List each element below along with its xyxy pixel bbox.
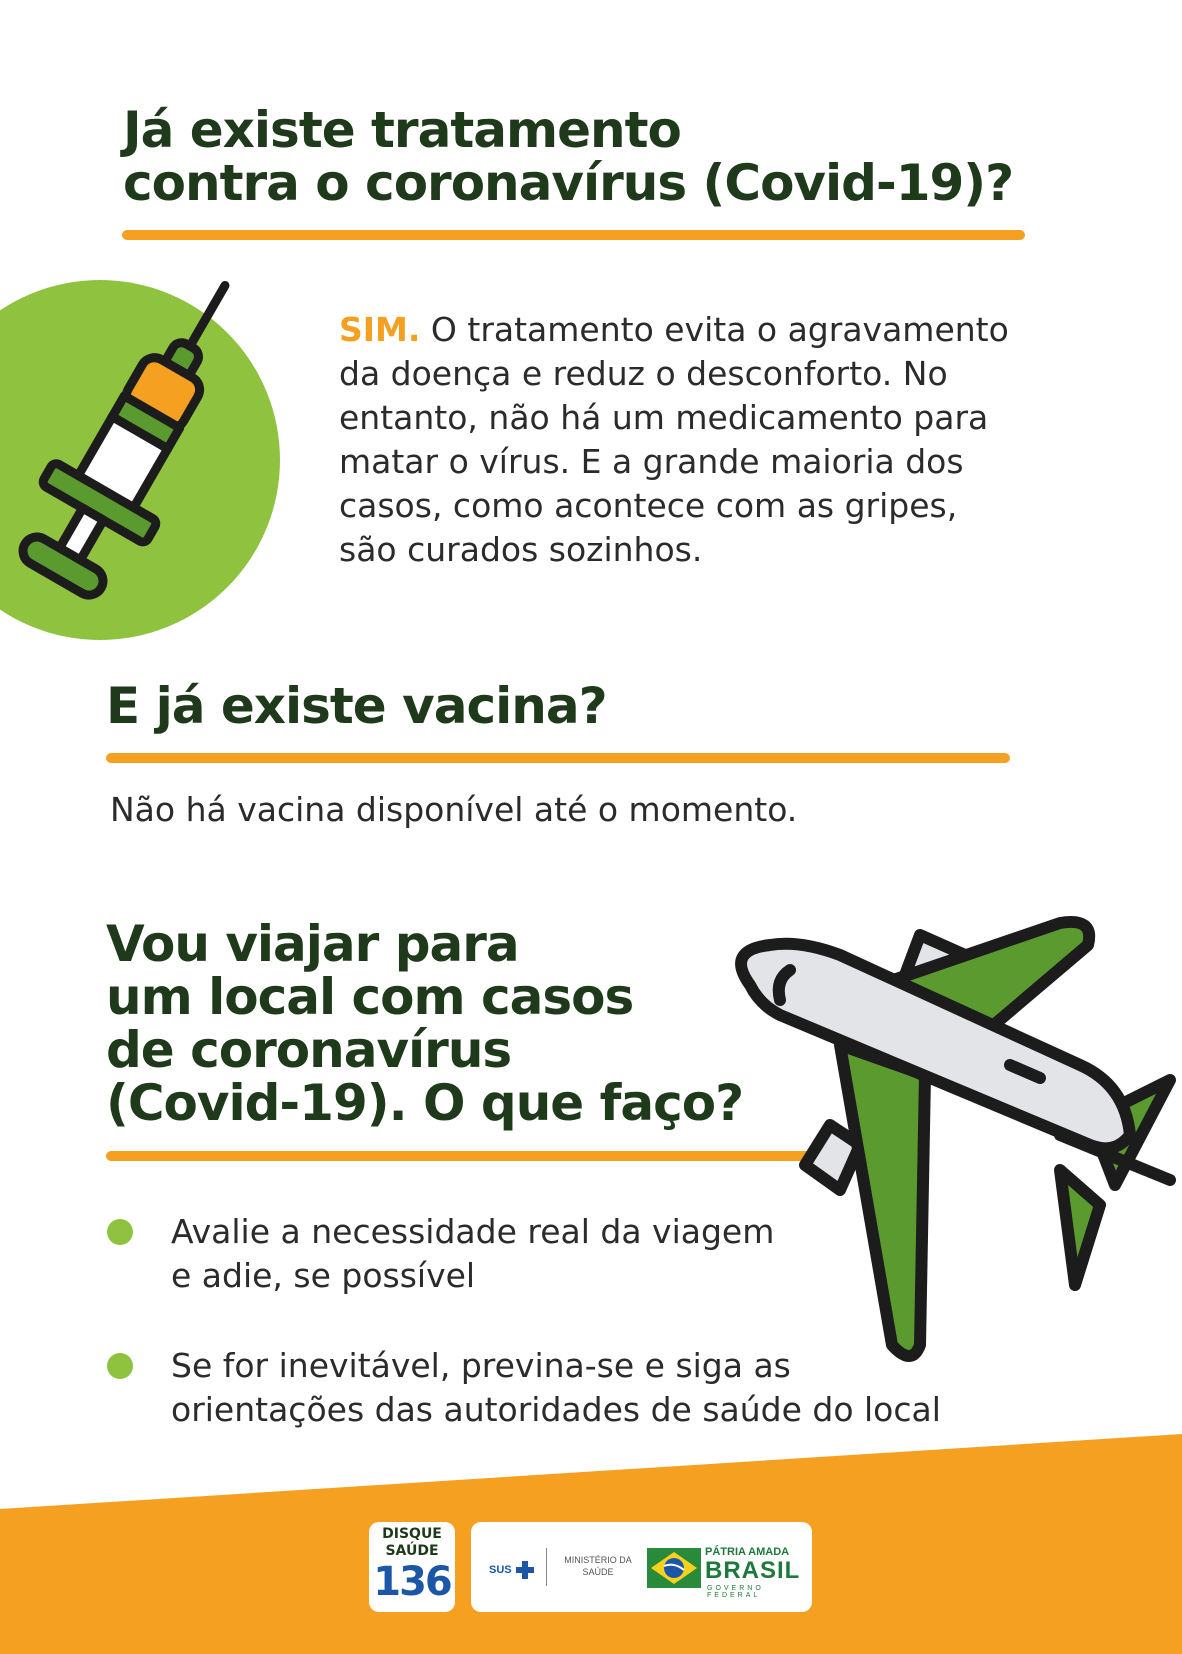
- ministerio-line2: SAÚDE: [582, 1567, 614, 1577]
- answer-line-4: matar o vírus. E a grande maioria dos: [339, 442, 964, 481]
- answer-line-3: entanto, não há um medicamento para: [339, 398, 989, 437]
- brazil-flag-icon: [647, 1548, 701, 1588]
- bullet-1-line2: e adie, se possível: [171, 1256, 476, 1295]
- answer-yes-label: SIM.: [339, 310, 421, 349]
- sus-cross-icon: [515, 1560, 535, 1580]
- disque-saude-badge: [369, 1522, 455, 1612]
- answer-line-6: são curados sozinhos.: [339, 530, 703, 569]
- governo-federal-text: GOVERNO FEDERAL: [707, 1585, 764, 1599]
- brasil-text: BRASIL: [705, 1557, 801, 1584]
- answer-line-2: da doença e reduz o desconforto. No: [339, 354, 948, 393]
- section2-title: E já existe vacina?: [106, 677, 607, 735]
- section2-answer: Não há vacina disponível até o momento.: [110, 790, 798, 829]
- bullet-2-line2: orientações das autoridades de saúde do local: [171, 1390, 941, 1429]
- section3-title-line2: um local com casos: [106, 968, 634, 1026]
- section3-title-line1: Vou viajar para: [106, 915, 519, 973]
- disque-label: DISQUE: [382, 1526, 442, 1542]
- section1-title-line2: contra o coronavírus (Covid-19)?: [123, 154, 1014, 212]
- answer-line-1: O tratamento evita o agravamento: [430, 310, 1009, 349]
- answer-line-5: casos, como acontece com as gripes,: [339, 486, 958, 525]
- disque-number: 136: [373, 1559, 451, 1605]
- sus-logo: [489, 1560, 535, 1580]
- bullet-1-line1: Avalie a necessidade real da viagem: [171, 1212, 775, 1251]
- ministerio-line1: MINISTÉRIO DA: [564, 1555, 632, 1565]
- section1-title-line1: Já existe tratamento: [123, 101, 681, 159]
- section3-title-line3: de coronavírus: [106, 1021, 512, 1079]
- saude-label: SAÚDE: [385, 1543, 439, 1559]
- bullet-2-line1: Se for inevitável, previna-se e siga as: [171, 1346, 791, 1385]
- logo-divider: [546, 1548, 547, 1586]
- sus-text: SUS: [489, 1563, 512, 1576]
- ministerio-saude-logo: [563, 1554, 633, 1578]
- government-logos: [471, 1522, 812, 1612]
- patria-amada-text: PÁTRIA AMADA: [705, 1546, 790, 1558]
- section3-title-line4: (Covid-19). O que faço?: [106, 1074, 744, 1132]
